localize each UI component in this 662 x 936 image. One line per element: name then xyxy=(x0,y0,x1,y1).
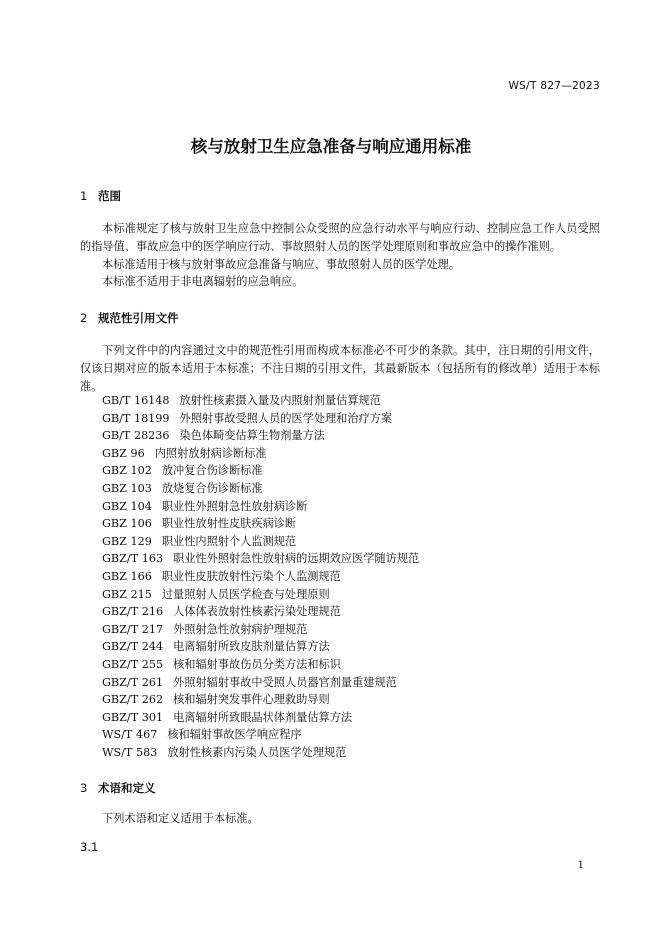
reference-item xyxy=(102,410,419,428)
reference-code: GBZ/T 244 xyxy=(102,640,164,654)
reference-item xyxy=(102,498,419,516)
reference-title: 电离辐射所致眼晶状体剂量估算方法 xyxy=(173,710,353,724)
reference-title: 放射性核素摄入量及内照射剂量估算规范 xyxy=(179,394,381,407)
document-title: 核与放射卫生应急准备与响应通用标准 xyxy=(190,137,472,156)
reference-item xyxy=(102,638,419,656)
reference-item xyxy=(102,656,419,674)
reference-item xyxy=(102,568,419,586)
reference-code: GBZ 96 xyxy=(102,446,145,460)
reference-item xyxy=(102,462,419,480)
normative-intro-paragraph: 下列文件中的内容通过文中的规范性引用而构成本标准必不可少的条款。其中，注日期的引用文件，仅该日期对应的版本适用于本标准；不注日期的引用文件，其最新版本（包括所有的修改单）适用于本标准。 xyxy=(80,344,600,393)
reference-item xyxy=(102,392,419,410)
subsection-number: 3.1 xyxy=(80,840,99,854)
reference-code: GBZ/T 262 xyxy=(102,693,164,707)
reference-item xyxy=(102,427,419,445)
reference-title: 染色体畸变估算生物剂量方法 xyxy=(179,429,325,443)
reference-code: GBZ/T 163 xyxy=(102,552,164,566)
reference-list xyxy=(102,392,419,761)
reference-code: GB/T 18199 xyxy=(102,411,170,425)
reference-code: GBZ/T 217 xyxy=(102,622,164,636)
reference-item xyxy=(102,621,419,639)
reference-title: 人体体表放射性核素污染处理规范 xyxy=(173,605,341,619)
reference-code: GBZ 102 xyxy=(102,464,152,478)
scope-paragraph-2: 本标准适用于核与放射事故应急准备与响应、事故照射人员的医学处理。 xyxy=(102,258,461,271)
scope-paragraph-1: 本标准规定了核与放射卫生应急中控制公众受照的应急行动水平与响应行动、控制应急工作人员受照的指导值、事故应急中的医学响应行动、事故照射人员的医学处理原则和事故应急中的操作准则。 xyxy=(80,222,600,253)
reference-title: 电离辐射所致皮肤剂量估算方法 xyxy=(173,640,330,654)
reference-code: GB/T 28236 xyxy=(102,429,170,443)
reference-code: GBZ 129 xyxy=(102,534,152,548)
terms-intro-paragraph: 下列术语和定义适用于本标准。 xyxy=(102,812,259,825)
reference-code: GBZ/T 216 xyxy=(102,605,164,619)
reference-item xyxy=(102,480,419,498)
reference-title: 外照射急性放射病护理规范 xyxy=(173,622,308,636)
standard-code: WS/T 827—2023 xyxy=(508,80,600,92)
reference-item xyxy=(102,674,419,692)
section-title: 术语和定义 xyxy=(98,781,156,795)
page-number: 1 xyxy=(577,860,584,871)
reference-title: 职业性皮肤放射性污染个人监测规范 xyxy=(161,569,341,583)
reference-title: 放射性核素内污染人员医学处理规范 xyxy=(167,745,347,759)
reference-item xyxy=(102,726,419,744)
reference-code: GB/T 16148 xyxy=(102,394,170,407)
section-number: 3 xyxy=(80,781,88,795)
reference-item xyxy=(102,744,419,762)
reference-code: GBZ/T 255 xyxy=(102,657,164,671)
reference-item xyxy=(102,709,419,727)
reference-item xyxy=(102,603,419,621)
reference-title: 过量照射人员医学检查与处理原则 xyxy=(161,587,330,601)
reference-code: GBZ/T 301 xyxy=(102,710,164,724)
section-number: 1 xyxy=(80,189,88,203)
reference-title: 职业性外照射急性放射病诊断 xyxy=(161,499,308,513)
reference-item xyxy=(102,691,419,709)
section-3-heading xyxy=(80,780,156,796)
reference-code: WS/T 583 xyxy=(102,745,158,759)
reference-code: GBZ 215 xyxy=(102,587,152,601)
reference-title: 职业性外照射急性放射病的远期效应医学随访规范 xyxy=(173,552,420,566)
reference-title: 外照射辐射事故中受照人员器官剂量重建规范 xyxy=(173,675,397,689)
reference-code: GBZ 166 xyxy=(102,569,152,583)
reference-code: WS/T 467 xyxy=(102,728,158,742)
reference-item xyxy=(102,550,419,568)
section-number: 2 xyxy=(80,311,88,325)
reference-title: 核和辐射事故医学响应程序 xyxy=(167,728,302,742)
section-2-heading xyxy=(80,310,179,326)
section-title: 规范性引用文件 xyxy=(98,311,179,325)
reference-code: GBZ/T 261 xyxy=(102,675,164,689)
section-1-heading xyxy=(80,188,121,204)
reference-title: 内照射放射病诊断标准 xyxy=(154,446,267,460)
reference-title: 职业性放射性皮肤疾病诊断 xyxy=(161,517,297,531)
reference-title: 核和辐射突发事件心理救助导则 xyxy=(173,693,330,707)
scope-paragraph-3: 本标准不适用于非电离辐射的应急响应。 xyxy=(102,275,304,288)
reference-title: 核和辐射事故伤员分类方法和标识 xyxy=(173,657,341,671)
section-title: 范围 xyxy=(98,189,121,203)
reference-title: 外照射事故受照人员的医学处理和治疗方案 xyxy=(179,411,393,425)
reference-item xyxy=(102,515,419,533)
reference-item xyxy=(102,533,419,551)
reference-code: GBZ 106 xyxy=(102,517,152,531)
reference-code: GBZ 104 xyxy=(102,499,152,513)
reference-title: 放烧复合伤诊断标准 xyxy=(161,481,263,495)
reference-title: 职业性内照射个人监测规范 xyxy=(161,534,297,548)
reference-title: 放冲复合伤诊断标准 xyxy=(161,464,263,478)
reference-code: GBZ 103 xyxy=(102,481,152,495)
reference-item xyxy=(102,586,419,604)
reference-item xyxy=(102,445,419,463)
